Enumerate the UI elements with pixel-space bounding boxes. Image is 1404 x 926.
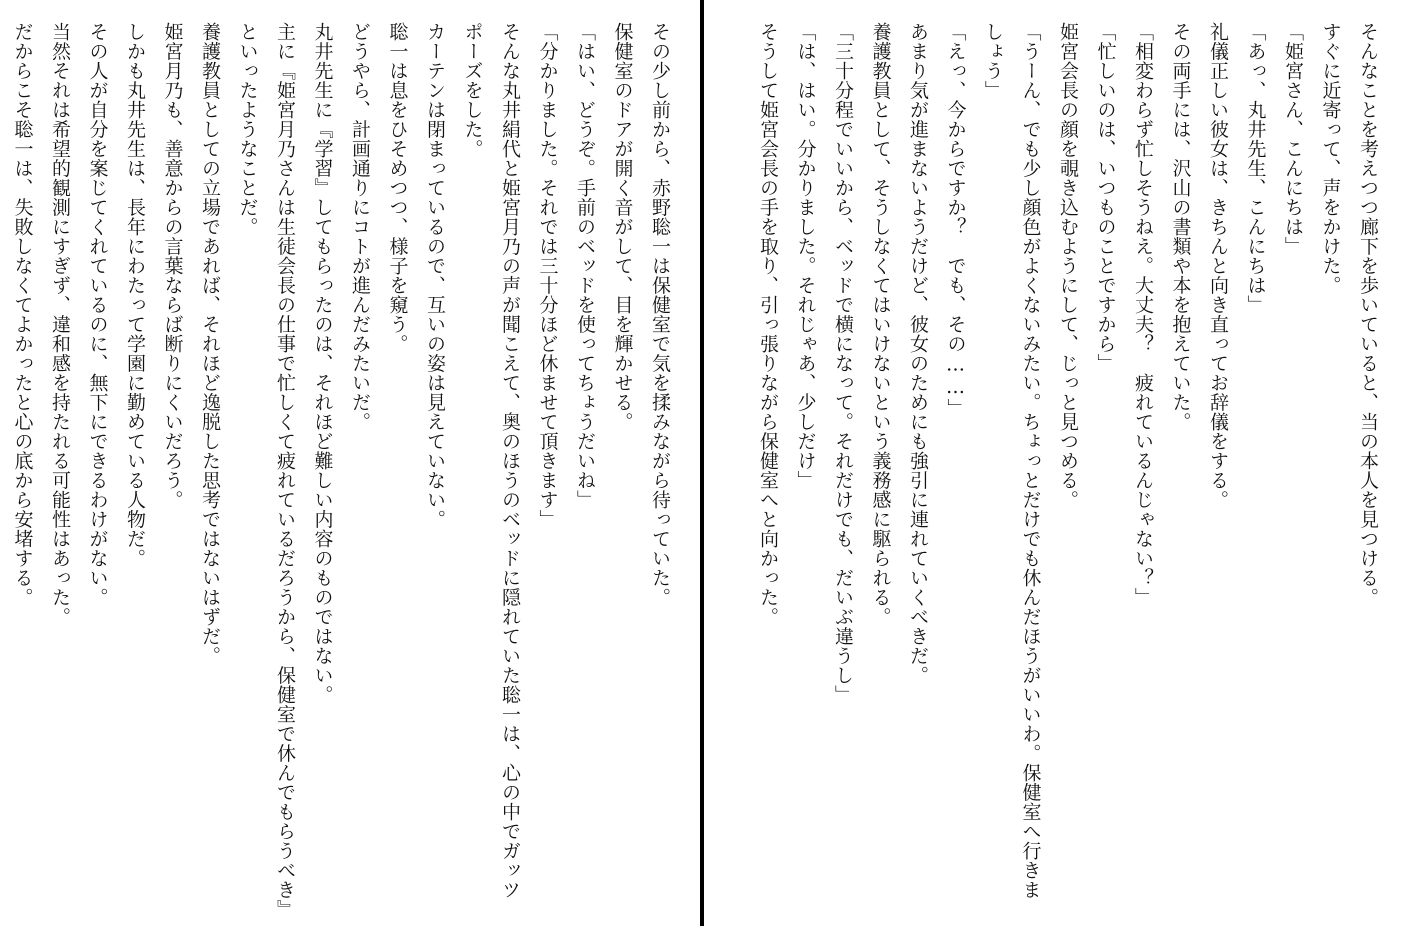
paragraph: 聡一は息をひそめつつ、様子を窺う。 xyxy=(386,22,409,354)
paragraph: そんなことを考えつつ廊下を歩いていると、当の本人を見つける。 xyxy=(1357,22,1379,607)
paragraph: 養護教員としての立場であれば、それほど逸脱した思考ではないはずだ。 xyxy=(199,22,221,666)
right-page xyxy=(704,0,1404,926)
left-page xyxy=(0,0,700,926)
left-page-text xyxy=(12,22,678,912)
paragraph: どうやら、計画通りにコトが進んだみたいだ。 xyxy=(349,22,371,432)
paragraph: すぐに近寄って、声をかけた。 xyxy=(1319,22,1342,295)
paragraph: 「あっ、丸井先生、こんにちは」 xyxy=(1244,22,1267,315)
paragraph: 養護教員として、そうしなくてはいけないという義務感に駆られる。 xyxy=(869,22,892,627)
paragraph: 「えっ、今からですか？ でも、その……」 xyxy=(944,22,967,418)
paragraph: そんな丸井絹代と姫宮月乃の声が聞こえて、奥のほうのベッドに隠れていた聡一は、心の中でガッツポーズをした。 xyxy=(461,22,521,900)
paragraph: 「はい、どうぞ。手前のベッドを使ってちょうだいね」 xyxy=(574,22,596,510)
paragraph: 礼儀正しい彼女は、きちんと向き直ってお辞儀をする。 xyxy=(1207,22,1229,510)
paragraph: その人が自分を案じてくれているのに、無下にできるわけがない。 xyxy=(86,22,109,607)
paragraph: 「うーん、でも少し顔色がよくないみたい。ちょっとだけでも休んだほうがいいわ。保健室へ行きましょう」 xyxy=(982,22,1042,900)
paragraph: しかも丸井先生は、長年にわたって学園に勤めている人物だ。 xyxy=(124,22,146,568)
paragraph: あまり気が進まないようだけど、彼女のためにも強引に連れていくべきだ。 xyxy=(907,22,929,685)
paragraph: カーテンは閉まっているので、互いの姿は見えていない。 xyxy=(424,22,446,529)
paragraph: 「三十分程でいいから、ベッドで横になって。それだけでも、だいぶ違うし」 xyxy=(832,22,854,705)
paragraph: 「は、はい。分かりました。それじゃあ、少しだけ」 xyxy=(794,22,817,490)
paragraph: だからこそ聡一は、失敗しなくてよかったと心の底から安堵する。 xyxy=(11,22,34,607)
paragraph: 姫宮会長の顔を覗き込むようにして、じっと見つめる。 xyxy=(1057,22,1079,510)
paragraph: 姫宮月乃も、善意からの言葉ならば断りにくいだろう。 xyxy=(161,22,184,510)
paragraph: その少し前から、赤野聡一は保健室で気を揉みながら待っていた。 xyxy=(649,22,671,607)
paragraph: そうして姫宮会長の手を取り、引っ張りながら保健室へと向かった。 xyxy=(757,22,779,627)
paragraph: 主に『姫宮月乃さんは生徒会長の仕事で忙しくて疲れているだろうから、保健室で休んでもらうべき』といったようなことだ。 xyxy=(236,22,296,910)
paragraph: 「相変わらず忙しそうねえ。大丈夫？ 疲れているんじゃない？」 xyxy=(1132,22,1154,607)
right-page-text xyxy=(757,22,1386,912)
paragraph: 「分かりました。それでは三十分ほど休ませて頂きます」 xyxy=(536,22,559,529)
paragraph: 「忙しいのは、いつものことですから」 xyxy=(1094,22,1117,373)
paragraph: その両手には、沢山の書類や本を抱えていた。 xyxy=(1169,22,1192,432)
paragraph: 当然それは希望的観測にすぎず、違和感を持たれる可能性はあった。 xyxy=(49,22,71,627)
paragraph: 丸井先生に『学習』してもらったのは、それほど難しい内容のものではない。 xyxy=(311,22,334,705)
paragraph: 保健室のドアが開く音がして、目を輝かせる。 xyxy=(611,22,634,432)
paragraph: 「姫宮さん、こんにちは」 xyxy=(1282,22,1304,256)
